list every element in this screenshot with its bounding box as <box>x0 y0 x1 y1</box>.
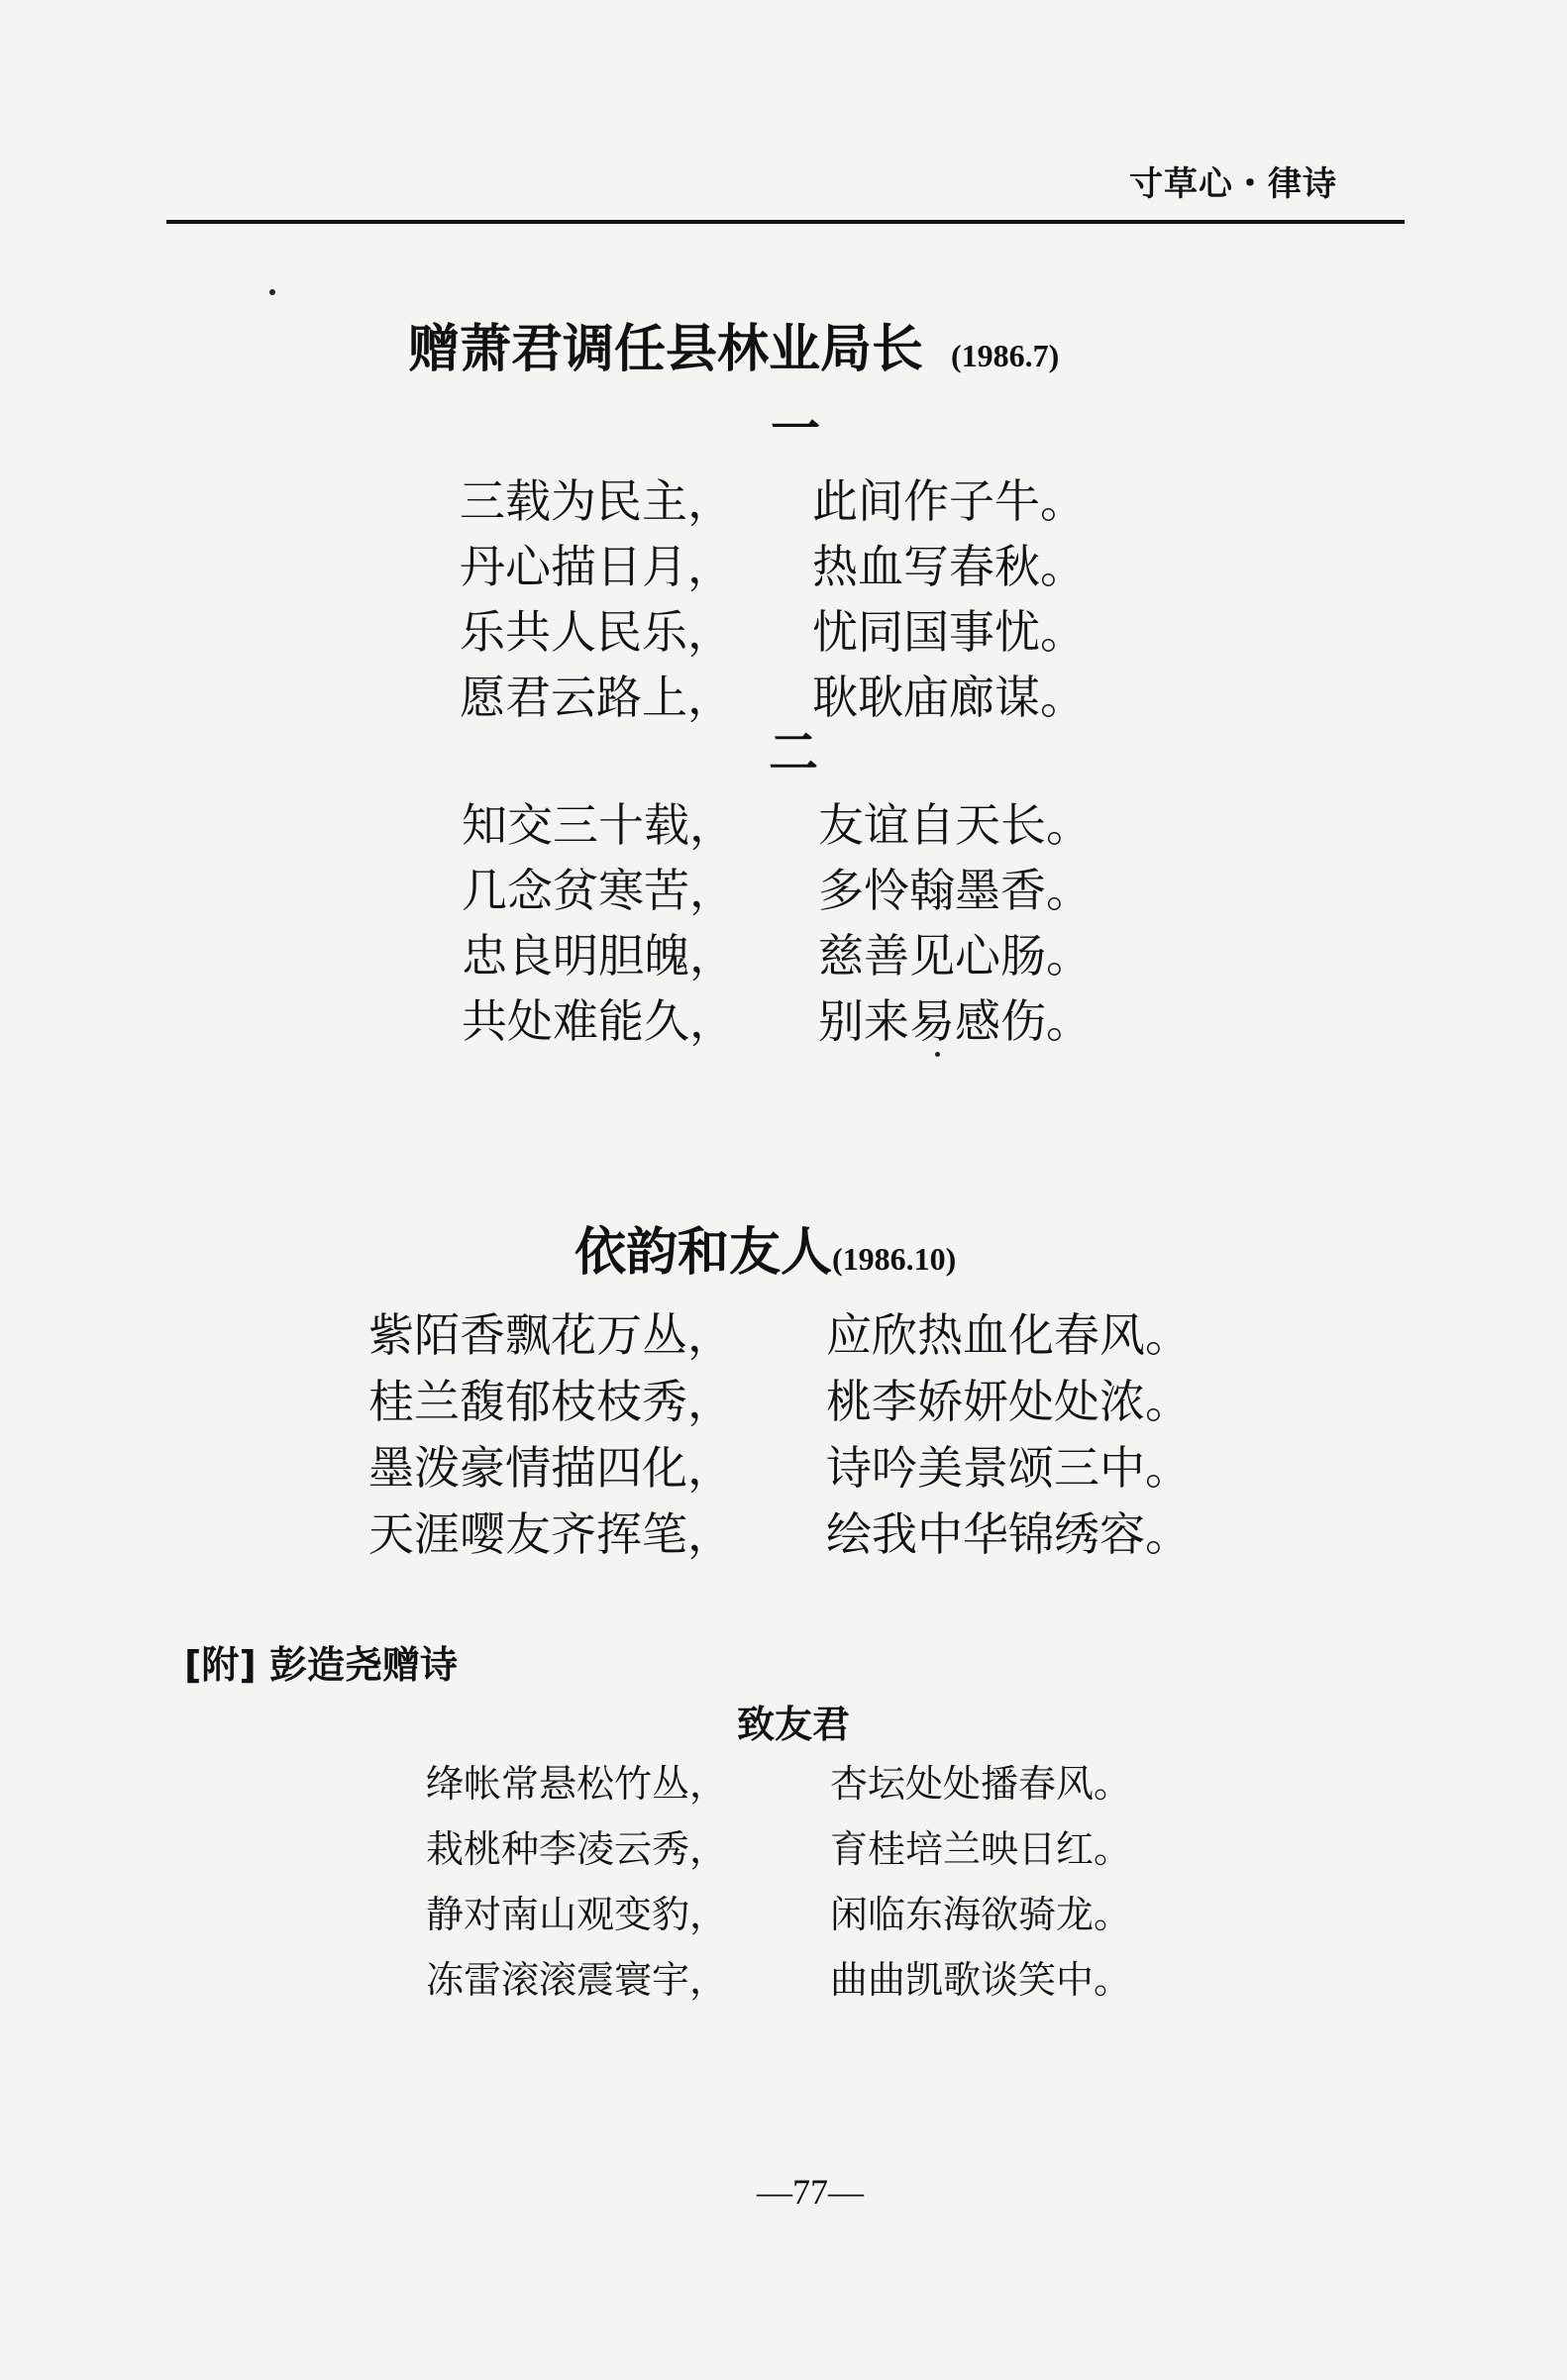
poem1-verse-first-half: 忠良明胆魄， <box>462 929 735 983</box>
poem2-title-block <box>575 1210 956 1285</box>
poem1-verse-second-half: 忧同国事忧。 <box>812 605 1086 659</box>
header-rule <box>166 220 1405 224</box>
poem2-verse-first-half: 桂兰馥郁枝枝秀， <box>368 1375 733 1428</box>
appendix-verse-first-half: 绛帐常悬松竹丛， <box>426 1762 728 1806</box>
appendix-verse-second-half: 曲曲凯歌谈笑中。 <box>830 1958 1132 2002</box>
poem1-title: 赠萧君调任县林业局长 <box>408 320 924 379</box>
poem2-title: 依韵和友人 <box>575 1223 833 1283</box>
poem1-date: (1986.7) <box>951 338 1060 373</box>
appendix-verse-first-half: 静对南山观变豹， <box>426 1893 728 1936</box>
page-number: —77— <box>757 2172 864 2212</box>
appendix-verse-second-half: 育桂培兰映日红。 <box>830 1827 1132 1871</box>
poem2-verse-second-half: 诗吟美景颂三中。 <box>826 1441 1191 1495</box>
appendix-verse-second-half: 闲临东海欲骑龙。 <box>830 1893 1132 1936</box>
poem1-verse-second-half: 别来易感伤。 <box>818 994 1092 1048</box>
appendix-verse-second-half: 杏坛处处播春风。 <box>830 1762 1132 1806</box>
poem1-verse-first-half: 三载为民主， <box>460 474 733 528</box>
print-speck <box>935 1052 940 1057</box>
poem2-verse-second-half: 桃李娇妍处处浓。 <box>826 1375 1191 1428</box>
poem1-verse-second-half: 热血写春秋。 <box>812 540 1086 593</box>
poem1-verse-second-half: 多怜翰墨香。 <box>818 864 1092 917</box>
print-speck <box>269 289 275 295</box>
poem1-verse-second-half: 此间作子牛。 <box>812 474 1086 528</box>
appendix-verse-first-half: 冻雷滚滚震寰宇， <box>426 1958 728 2002</box>
poem1-verse-second-half: 耿耿庙廊谋。 <box>812 671 1086 724</box>
poem1-title-block <box>408 307 1059 381</box>
poem1-verse-first-half: 丹心描日月， <box>460 540 733 593</box>
poem2-verse-second-half: 应欣热血化春风。 <box>826 1308 1191 1362</box>
poem2-verse-first-half: 墨泼豪情描四化， <box>368 1441 733 1495</box>
appendix-label: [附] 彭造尧赠诗 <box>184 1643 458 1687</box>
poem1-verse-first-half: 乐共人民乐， <box>460 605 733 659</box>
appendix-verse-first-half: 栽桃种李凌云秀， <box>426 1827 728 1871</box>
poem1-verse-first-half: 共处难能久， <box>462 994 735 1048</box>
poem1-verse-first-half: 愿君云路上， <box>460 671 733 724</box>
poem2-verse-first-half: 天涯嘤友齐挥笔， <box>368 1507 733 1561</box>
poem2-date: (1986.10) <box>832 1241 957 1277</box>
poem1-verse-first-half: 几念贫寒苦， <box>462 864 735 917</box>
poem1-section-1-number: 一 <box>771 400 820 458</box>
poem1-verse-first-half: 知交三十载， <box>462 798 735 852</box>
running-head: 寸草心・律诗 <box>1129 164 1337 204</box>
poem1-verse-second-half: 慈善见心肠。 <box>818 929 1092 983</box>
poem2-verse-first-half: 紫陌香飘花万丛， <box>368 1308 733 1362</box>
appendix-title: 致友君 <box>737 1703 851 1746</box>
poem2-verse-second-half: 绘我中华锦绣容。 <box>826 1507 1191 1561</box>
poem1-section-2-number: 二 <box>769 724 818 781</box>
poem1-verse-second-half: 友谊自天长。 <box>818 798 1092 852</box>
